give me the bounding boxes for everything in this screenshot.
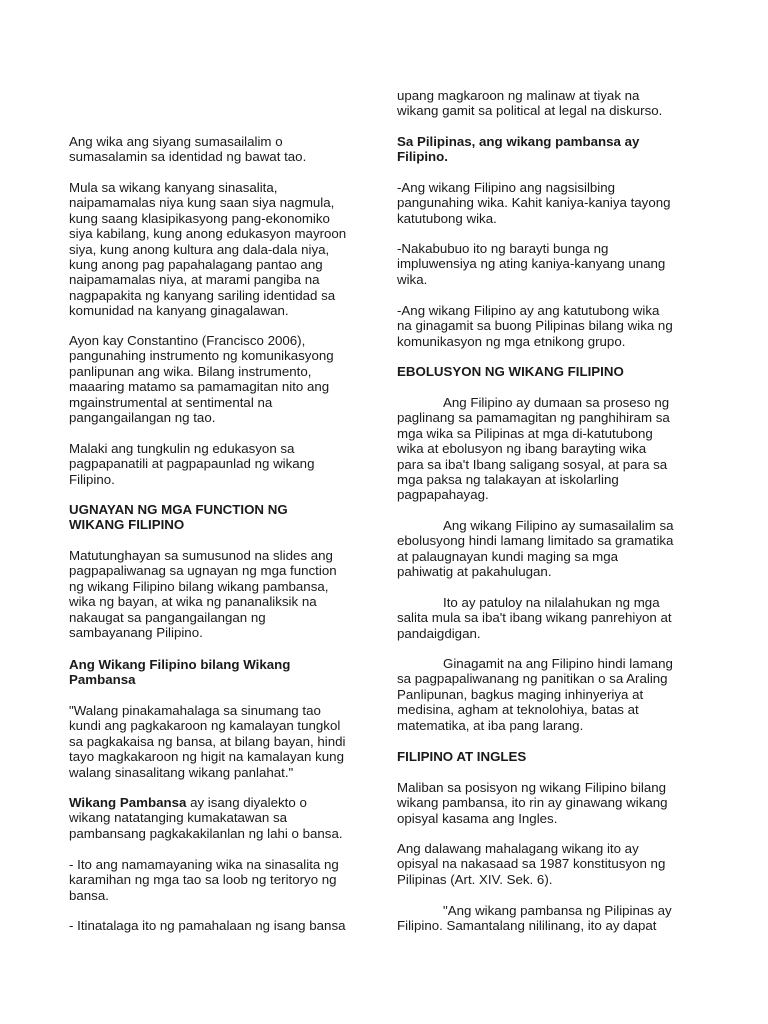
right-paragraph-5: Ang Filipino ay dumaan sa proseso ng paglinang sa pamamagitan ng panghihiram sa mga wika sa Pilipinas at mga di-katutubong wika at ebolusyon ng ibang barayting wika para sa iba't Ibang saligang sosyal, at para sa mga paksa ng talakayan at iskolarling pagpapahayag. <box>397 395 670 503</box>
right-paragraph-11: "Ang wikang pambansa ng Pilipinas ay Filipino. Samantalang nililinang, ito ay dapat <box>397 903 672 934</box>
right-paragraph-8: Ginagamit na ang Filipino hindi lamang sa pagpapaliwanang ng panitikan o sa Araling Panlipunan, bagkus maging inhinyeriya at medisina, agham at teknolohiya, batas at matematika, at iba pang larang. <box>397 656 673 733</box>
quote-paragraph: "Walang pinakamahalaga sa sinumang tao kundi ang pagkakaroon ng kamalayan tungkol sa pagkakaisa ng bansa, at bilang bayan, hindi tayo magkakaroon ng higit na kamalayan kung walang sinasalitang wikang panlahat." <box>69 703 346 780</box>
heading-ugnayan: UGNAYAN NG MGA FUNCTION NG WIKANG FILIPINO <box>69 502 288 533</box>
heading-filipino-at-ingles: FILIPINO AT INGLES <box>397 749 527 764</box>
left-paragraph-9: - Itinatalaga ito ng pamahalaan ng isang bansa <box>69 918 346 933</box>
left-paragraph-4: Malaki ang tungkulin ng edukasyon sa pagpapanatili at pagpapaunlad ng wikang Filipino. <box>69 441 315 487</box>
left-paragraph-3: Ayon kay Constantino (Francisco 2006), pangunahing instrumento ng komunikasyong panlipunan ang wika. Bilang instrumento, maaaring matamo sa pamamagitan nito ang mgainstrumental at sentimental na pangangailangan ng tao. <box>69 333 334 426</box>
right-paragraph-4: -Ang wikang Filipino ay ang katutubong wika na ginagamit sa buong Pilipinas bilang wika ng komunikasyon ng mga etnikong grupo. <box>397 303 673 349</box>
right-paragraph-10: Ang dalawang mahalagang wikang ito ay opisyal na nakasaad sa 1987 konstitusyon ng Pilipinas (Art. XIV. Sek. 6). <box>397 841 666 887</box>
heading-sa-pilipinas: Sa Pilipinas, ang wikang pambansa ay Filipino. <box>397 134 640 165</box>
right-paragraph-7: Ito ay patuloy na nilalahukan ng mga salita mula sa iba't ibang wikang panrehiyon at pandaigdigan. <box>397 595 672 641</box>
term-wikang-pambansa: Wikang Pambansa <box>69 795 187 810</box>
right-paragraph-6: Ang wikang Filipino ay sumasailalim sa ebolusyong hindi lamang limitado sa gramatika at palaugnayan kundi maging sa mga pahiwatig at pakahulugan. <box>397 518 674 580</box>
right-paragraph-3: -Nakabubuo ito ng barayti bunga ng impluwensiya ng ating kaniya-kanyang unang wika. <box>397 241 666 287</box>
right-paragraph-9: Maliban sa posisyon ng wikang Filipino bilang wikang pambansa, ito rin ay ginawang wikang opisyal kasama ang Ingles. <box>397 780 668 826</box>
heading-ebolusyon: EBOLUSYON NG WIKANG FILIPINO <box>397 364 624 379</box>
heading-wikang-pambansa: Ang Wikang Filipino bilang Wikang Pambansa <box>69 657 291 688</box>
left-paragraph-5: Matutunghayan sa sumusunod na slides ang pagpapaliwanag sa ugnayan ng mga function ng wikang Filipino bilang wikang pambansa, wika ng bayan, at wika ng pananaliksik na nakaugat sa pangangailangan ng sambayanang Pilipino. <box>69 548 337 641</box>
left-paragraph-8: - Ito ang namamayaning wika na sinasalita ng karamihan ng mga tao sa loob ng teritoryo ng bansa. <box>69 857 339 903</box>
left-paragraph-7 <box>69 795 343 841</box>
right-paragraph-2: -Ang wikang Filipino ang nagsisilbing pangunahing wika. Kahit kaniya-kaniya tayong katutubong wika. <box>397 180 671 226</box>
left-paragraph-2: Mula sa wikang kanyang sinasalita, naipamamalas niya kung saan siya nagmula, kung saang klasipikasyong pang-ekonomiko siya kabilang, kung anong edukasyon mayroon siya, kung anong kultura ang dala-dala niya, kung anong pag papahalagang pantao ang naipamamalas niya, at marami pangiba na nagpapakita ng kanyang sariling identidad sa komunidad na kanyang ginagalawan. <box>69 180 347 319</box>
definition-text: ay isang diyalekto o wikang natatanging kumakatawan sa pambansang pagkakakilanlan ng lahi o bansa. <box>69 795 343 841</box>
right-paragraph-1: upang magkaroon ng malinaw at tiyak na wikang gamit sa political at legal na diskurso. <box>397 88 663 119</box>
left-paragraph-1: Ang wika ang siyang sumasailalim o sumasalamin sa identidad ng bawat tao. <box>69 134 307 165</box>
